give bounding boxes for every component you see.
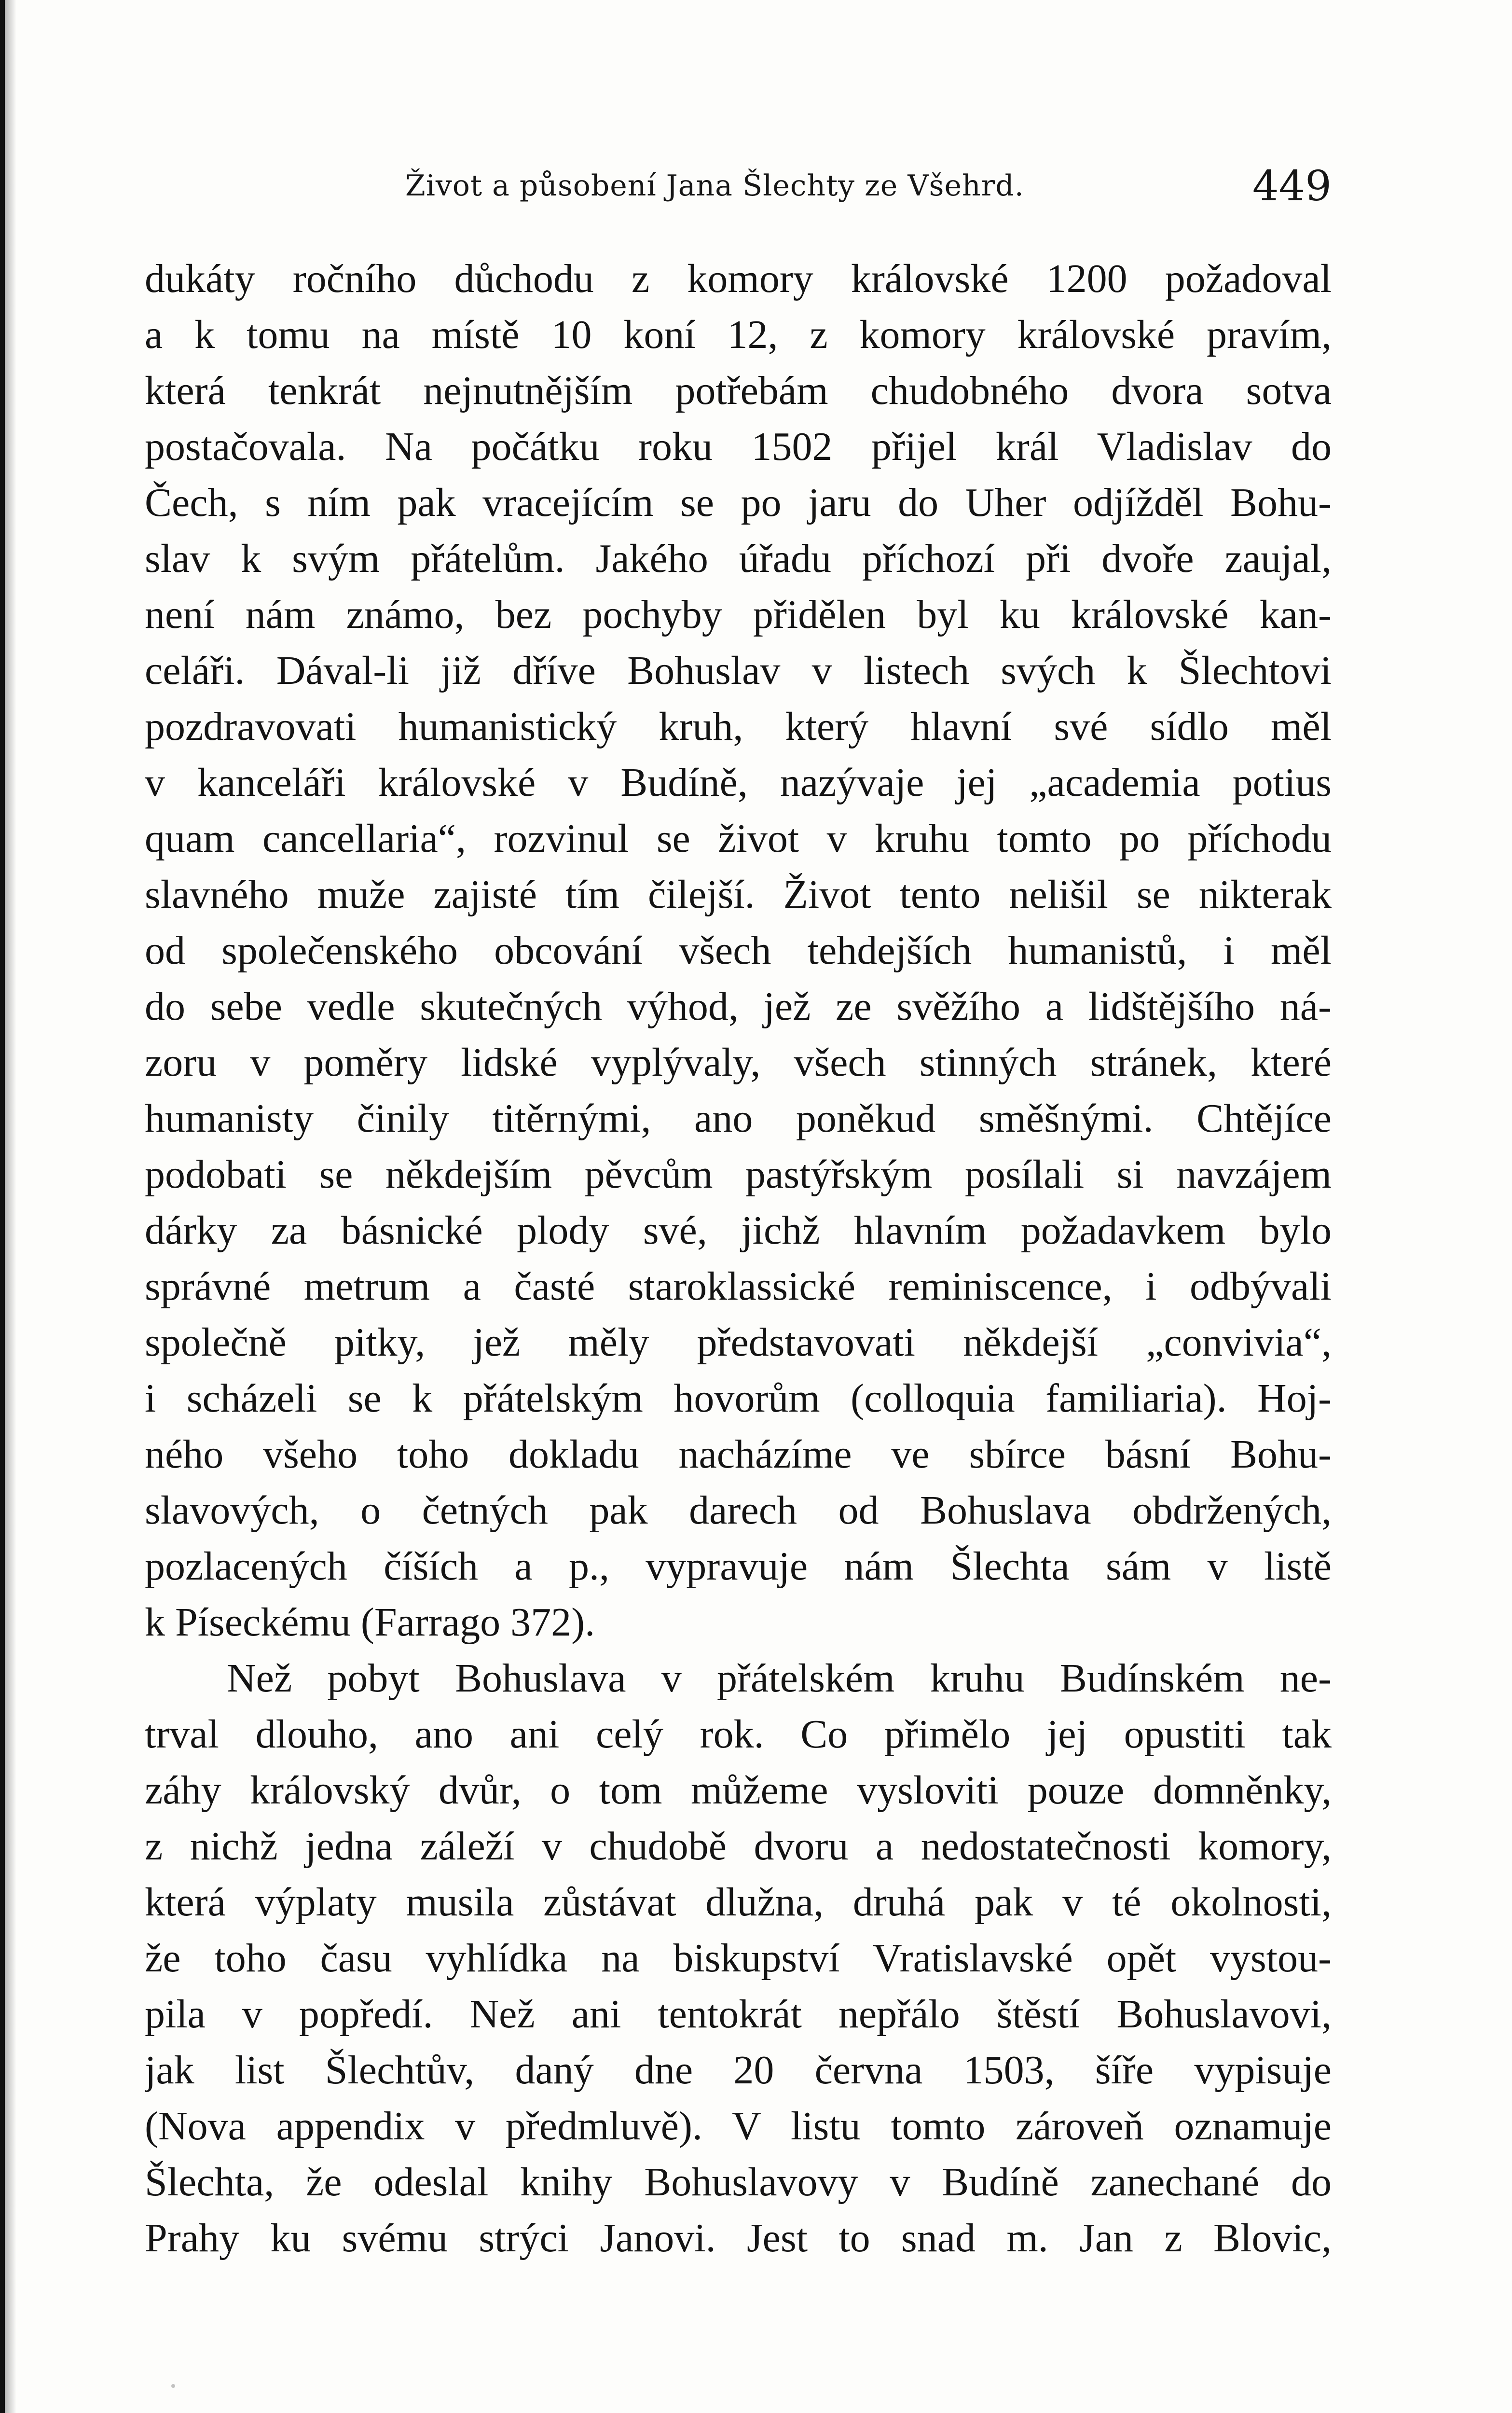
text-line: quam cancellaria“, rozvinul se život v kruhu tomto po příchodu	[145, 816, 1332, 861]
text-line: v kanceláři královské v Budíně, nazývaje jej „academia potius	[145, 760, 1332, 805]
page-speck	[171, 2384, 175, 2388]
text-line: slav k svým přátelům. Jakého úřadu příchozí při dvoře zaujal,	[145, 536, 1332, 581]
text-line: pozdravovati humanistický kruh, který hlavní své sídlo měl	[145, 704, 1332, 749]
text-line: trval dlouho, ano ani celý rok. Co přimělo jej opustiti tak	[145, 1712, 1332, 1757]
text-line: Než pobyt Bohuslava v přátelském kruhu Budínském ne-	[227, 1656, 1332, 1701]
text-line: není nám známo, bez pochyby přidělen byl ku královské kan-	[145, 592, 1332, 637]
text-line: k Píseckému (Farrago 372).	[145, 1600, 595, 1645]
text-line: Prahy ku svému strýci Janovi. Jest to snad m. Jan z Blovic,	[145, 2216, 1332, 2260]
text-line: správné metrum a časté staroklassické reminiscence, i odbývali	[145, 1264, 1332, 1309]
body-text	[145, 251, 1332, 2266]
text-line: slavových, o četných pak darech od Bohuslava obdržených,	[145, 1488, 1332, 1533]
text-line: která výplaty musila zůstávat dlužna, druhá pak v té okolnosti,	[145, 1880, 1332, 1925]
running-title: Život a působení Jana Šlechty ze Všehrd.	[405, 169, 1024, 203]
text-line: ného všeho toho dokladu nacházíme ve sbírce básní Bohu-	[145, 1432, 1332, 1477]
text-line: slavného muže zajisté tím čilejší. Život tento nelišil se nikterak	[145, 872, 1332, 917]
text-line: dárky za básnické plody své, jichž hlavním požadavkem bylo	[145, 1208, 1332, 1253]
text-line: od společenského obcování všech tehdejších humanistů, i měl	[145, 928, 1332, 973]
text-line: Čech, s ním pak vracejícím se po jaru do Uher odjížděl Bohu-	[145, 480, 1332, 525]
text-line: celáři. Dával-li již dříve Bohuslav v listech svých k Šlechtovi	[145, 648, 1332, 693]
text-line: z nichž jedna záleží v chudobě dvoru a nedostatečnosti komory,	[145, 1824, 1332, 1869]
text-line: Šlechta, že odeslal knihy Bohuslavovy v Budíně zanechané do	[145, 2160, 1332, 2205]
text-line: pila v popředí. Než ani tentokrát nepřálo štěstí Bohuslavovi,	[145, 1992, 1332, 2037]
paragraph	[145, 1650, 1332, 2266]
text-line: dukáty ročního důchodu z komory královské 1200 požadoval	[145, 256, 1332, 301]
text-line: jak list Šlechtův, daný dne 20 června 1503, šíře vypisuje	[145, 2048, 1332, 2093]
text-line: a k tomu na místě 10 koní 12, z komory královské pravím,	[145, 312, 1332, 357]
text-line: zoru v poměry lidské vyplývaly, všech stinných stránek, které	[145, 1040, 1332, 1085]
text-line: záhy královský dvůr, o tom můžeme vysloviti pouze domněnky,	[145, 1768, 1332, 1813]
text-line: do sebe vedle skutečných výhod, jež ze svěžího a lidštějšího ná-	[145, 984, 1332, 1029]
text-line: podobati se někdejším pěvcům pastýřským posílali si navzájem	[145, 1152, 1332, 1197]
text-line: i scházeli se k přátelským hovorům (colloquia familiaria). Hoj-	[145, 1376, 1332, 1421]
paragraph	[145, 251, 1332, 1650]
text-line: že toho času vyhlídka na biskupství Vratislavské opět vystou-	[145, 1936, 1332, 1981]
text-line: postačovala. Na počátku roku 1502 přijel král Vladislav do	[145, 424, 1332, 469]
text-line: společně pitky, jež měly představovati někdejší „convivia“,	[145, 1320, 1332, 1365]
page-number: 449	[1252, 162, 1332, 210]
page-header	[145, 159, 1332, 212]
text-line: která tenkrát nejnutnějším potřebám chudobného dvora sotva	[145, 368, 1332, 413]
text-line: humanisty činily titěrnými, ano poněkud směšnými. Chtějíce	[145, 1096, 1332, 1141]
text-line: pozlacených číších a p., vypravuje nám Šlechta sám v listě	[145, 1544, 1332, 1589]
text-line: (Nova appendix v předmluvě). V listu tomto zároveň oznamuje	[145, 2104, 1332, 2149]
